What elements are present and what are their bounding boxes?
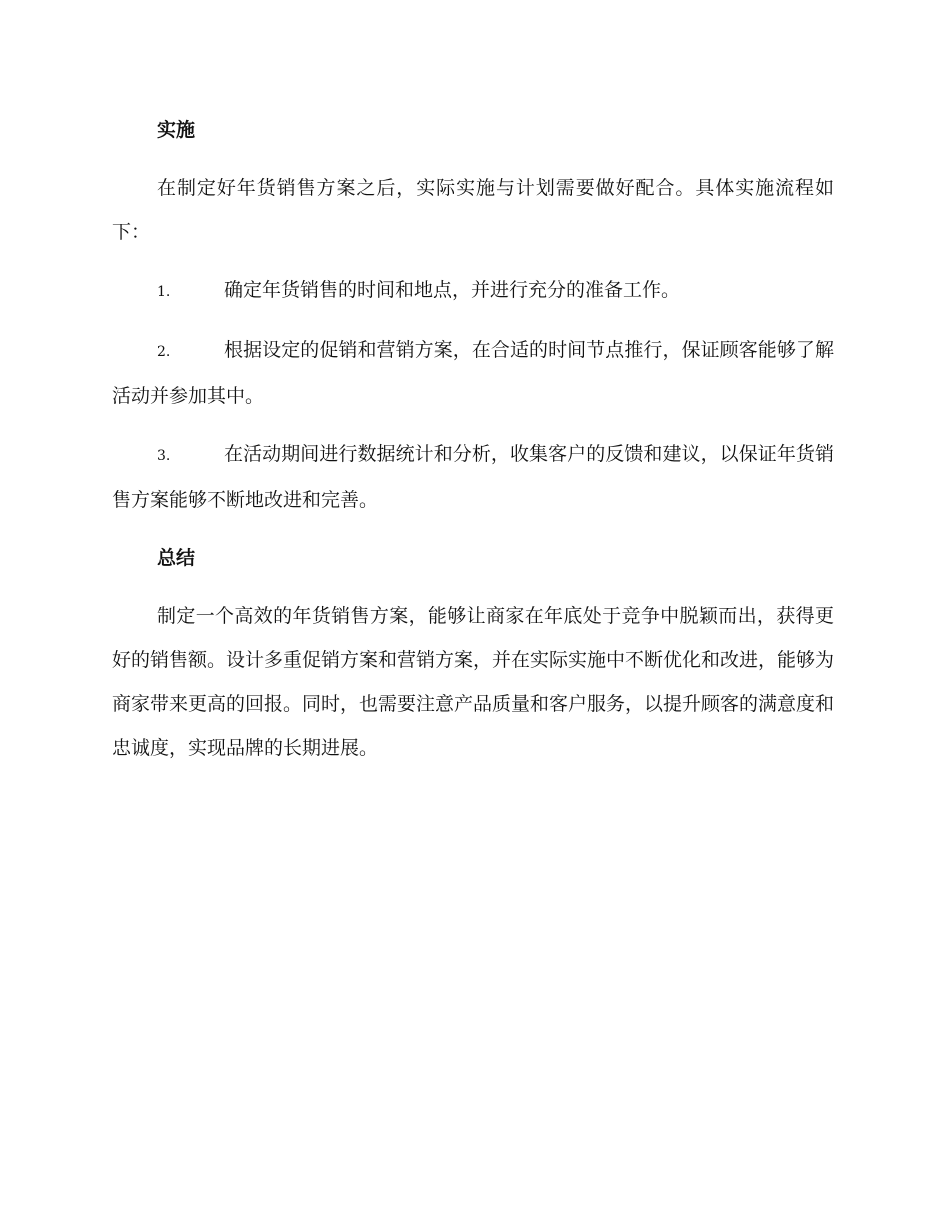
step-number: 3. xyxy=(157,448,171,464)
implementation-intro-paragraph: 在制定好年货销售方案之后，实际实施与计划需要做好配合。具体实施流程如下： xyxy=(112,177,834,243)
step-number: 1. xyxy=(157,284,171,300)
summary-paragraph: 制定一个高效的年货销售方案，能够让商家在年底处于竞争中脱颖而出，获得更好的销售额。设计多重促销方案和营销方案，并在实际实施中不断优化和改进，能够为商家带来更高的回报。同时，也需要注意产品质量和客户服务，以提升顾客的满意度和忠诚度，实现品牌的长期进展。 xyxy=(112,605,835,759)
step-text: 在活动期间进行数据统计和分析，收集客户的反馈和建议，以保证年货销售方案能够不断地改进和完善。 xyxy=(112,443,834,511)
step-number: 2. xyxy=(157,344,171,360)
section-heading-implementation: 实施 xyxy=(157,119,196,141)
step-text: 根据设定的促销和营销方案，在合适的时间节点推行，保证顾客能够了解活动并参加其中。 xyxy=(112,339,834,407)
implementation-step-3 xyxy=(112,432,834,522)
step-text: 确定年货销售的时间和地点，并进行充分的准备工作。 xyxy=(224,279,681,301)
section-heading-summary: 总结 xyxy=(157,547,196,569)
implementation-step-2 xyxy=(112,328,834,418)
implementation-step-1 xyxy=(112,268,834,314)
document-body xyxy=(112,108,834,770)
